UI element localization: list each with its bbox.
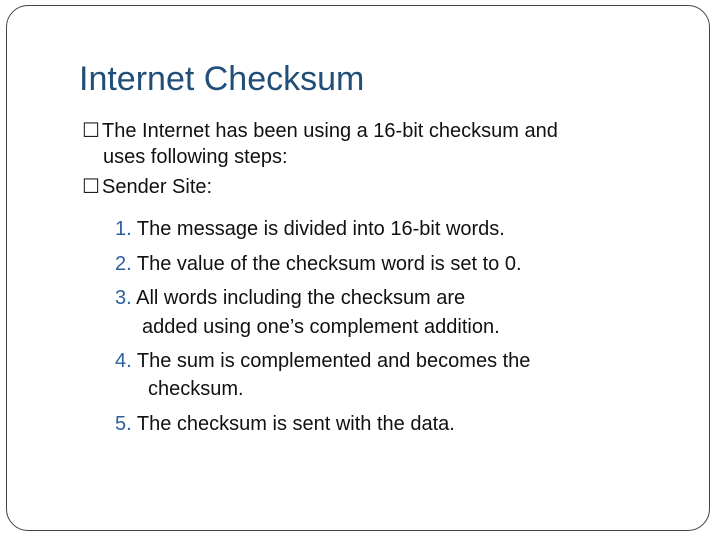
step-item xyxy=(115,250,522,278)
step-number: 1. xyxy=(115,218,132,240)
bullet-item xyxy=(82,118,662,144)
bullet-text: The Internet has been using a 16-bit checksum and xyxy=(102,120,558,142)
bullet-text: Sender Site: xyxy=(102,176,213,198)
step-text: All words including the checksum are xyxy=(136,287,466,309)
step-text: The value of the checksum word is set to 0. xyxy=(136,253,522,275)
slide-title: Internet Checksum xyxy=(79,60,365,98)
step-item xyxy=(115,215,505,243)
step-item xyxy=(115,284,465,312)
step-number: 5. xyxy=(115,413,132,435)
step-text-continuation: added using one’s complement addition. xyxy=(142,316,500,338)
step-text-continuation: checksum. xyxy=(148,378,244,400)
step-text: The message is divided into 16-bit words. xyxy=(136,218,505,240)
step-number: 2. xyxy=(115,253,132,275)
step-item xyxy=(115,347,530,375)
checkbox-bullet-icon: ☐ xyxy=(82,120,100,142)
step-text: The sum is complemented and becomes the xyxy=(136,350,531,372)
bullet-text-continuation: uses following steps: xyxy=(103,146,288,168)
step-text: The checksum is sent with the data. xyxy=(136,413,455,435)
step-number: 3. xyxy=(115,287,132,309)
step-number: 4. xyxy=(115,350,132,372)
bullet-item xyxy=(82,174,212,200)
checkbox-bullet-icon: ☐ xyxy=(82,176,100,198)
step-item xyxy=(115,410,455,438)
